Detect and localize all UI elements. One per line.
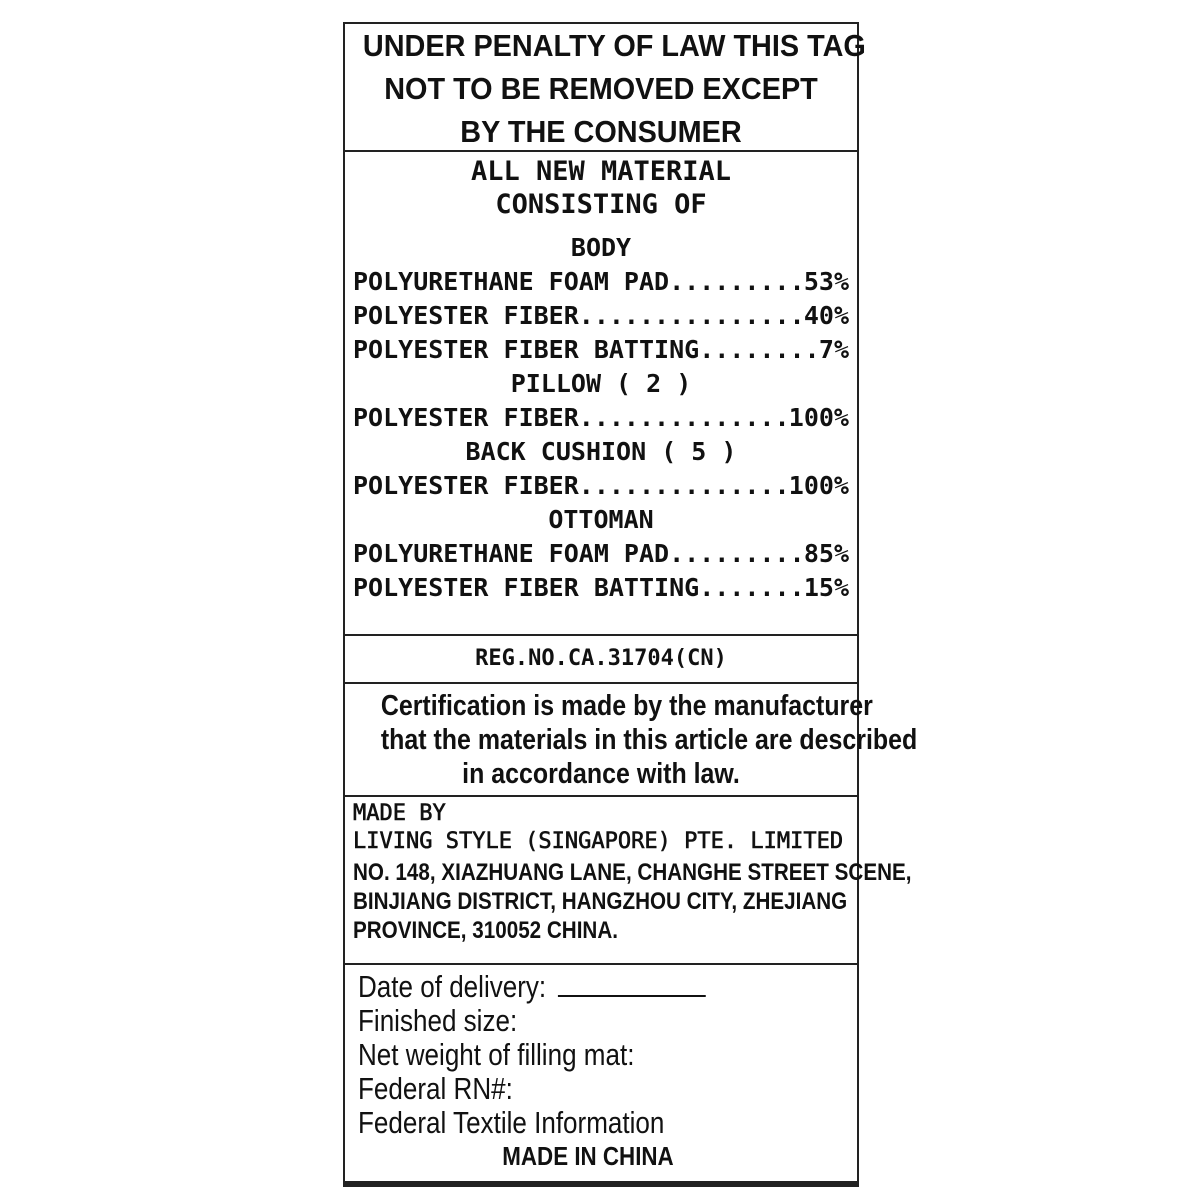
registration-number: REG.NO.CA.31704(CN) xyxy=(475,646,727,671)
date-of-delivery-blank xyxy=(558,995,706,997)
address-line-2: BINJIANG DISTRICT, HANGZHOU CITY, ZHEJIANG xyxy=(353,888,848,915)
company-name: LIVING STYLE (SINGAPORE) PTE. LIMITED xyxy=(353,829,844,854)
materials-section xyxy=(345,152,857,636)
material-percent: 100% xyxy=(788,471,849,500)
material-row xyxy=(353,335,849,364)
address-line-3: PROVINCE, 310052 CHINA. xyxy=(353,917,618,944)
material-name: POLYURETHANE FOAM PAD xyxy=(353,267,670,296)
certification-line-3: in accordance with law. xyxy=(462,758,740,790)
material-row xyxy=(353,301,849,330)
group-title-pillow: PILLOW ( 2 ) xyxy=(510,369,692,398)
certification-line-2: that the materials in this article are described xyxy=(380,724,918,756)
material-row xyxy=(353,539,849,568)
registration-section xyxy=(345,636,857,684)
federal-textile-label: Federal Textile Information xyxy=(358,1105,665,1140)
warning-line-3: BY THE CONSUMER xyxy=(460,114,742,149)
material-percent: 40% xyxy=(803,301,849,330)
material-name: POLYURETHANE FOAM PAD xyxy=(353,539,670,568)
group-title-body: BODY xyxy=(570,233,632,262)
group-title-ottoman: OTTOMAN xyxy=(548,505,654,534)
material-percent: 53% xyxy=(803,267,849,296)
form-section xyxy=(345,965,857,1184)
material-percent: 15% xyxy=(803,573,849,602)
material-name: POLYESTER FIBER BATTING xyxy=(353,573,700,602)
material-name: POLYESTER FIBER BATTING xyxy=(353,335,700,364)
federal-rn-label: Federal RN#: xyxy=(358,1071,513,1106)
warning-line-2: NOT TO BE REMOVED EXCEPT xyxy=(384,71,818,106)
tag-bottom-edge xyxy=(343,1181,859,1187)
finished-size-label: Finished size: xyxy=(358,1003,518,1038)
net-weight-label: Net weight of filling mat: xyxy=(358,1037,635,1072)
material-row xyxy=(353,403,849,432)
material-percent: 7% xyxy=(818,335,849,364)
date-of-delivery-label: Date of delivery: xyxy=(358,969,706,1005)
material-percent: 85% xyxy=(803,539,849,568)
certification-line-1: Certification is made by the manufacturer xyxy=(380,690,873,722)
certification-section xyxy=(345,684,918,797)
material-row xyxy=(353,573,849,602)
made-in-label: MADE IN CHINA xyxy=(502,1141,674,1171)
material-name: POLYESTER FIBER xyxy=(353,471,579,500)
made-by-label: MADE BY xyxy=(353,801,446,826)
material-percent: 100% xyxy=(788,403,849,432)
material-row xyxy=(353,267,849,296)
warning-section xyxy=(345,24,866,152)
address-line-1: NO. 148, XIAZHUANG LANE, CHANGHE STREET SCENE, xyxy=(353,859,912,886)
materials-heading-2: CONSISTING OF xyxy=(495,189,707,220)
law-tag xyxy=(343,22,918,1186)
material-name: POLYESTER FIBER xyxy=(353,403,579,432)
material-row xyxy=(353,471,849,500)
group-title-back-cushion: BACK CUSHION ( 5 ) xyxy=(465,437,737,466)
materials-heading-1: ALL NEW MATERIAL xyxy=(470,156,732,187)
material-name: POLYESTER FIBER xyxy=(353,301,579,330)
warning-line-1: UNDER PENALTY OF LAW THIS TAG xyxy=(362,28,866,63)
manufacturer-section xyxy=(345,797,912,965)
